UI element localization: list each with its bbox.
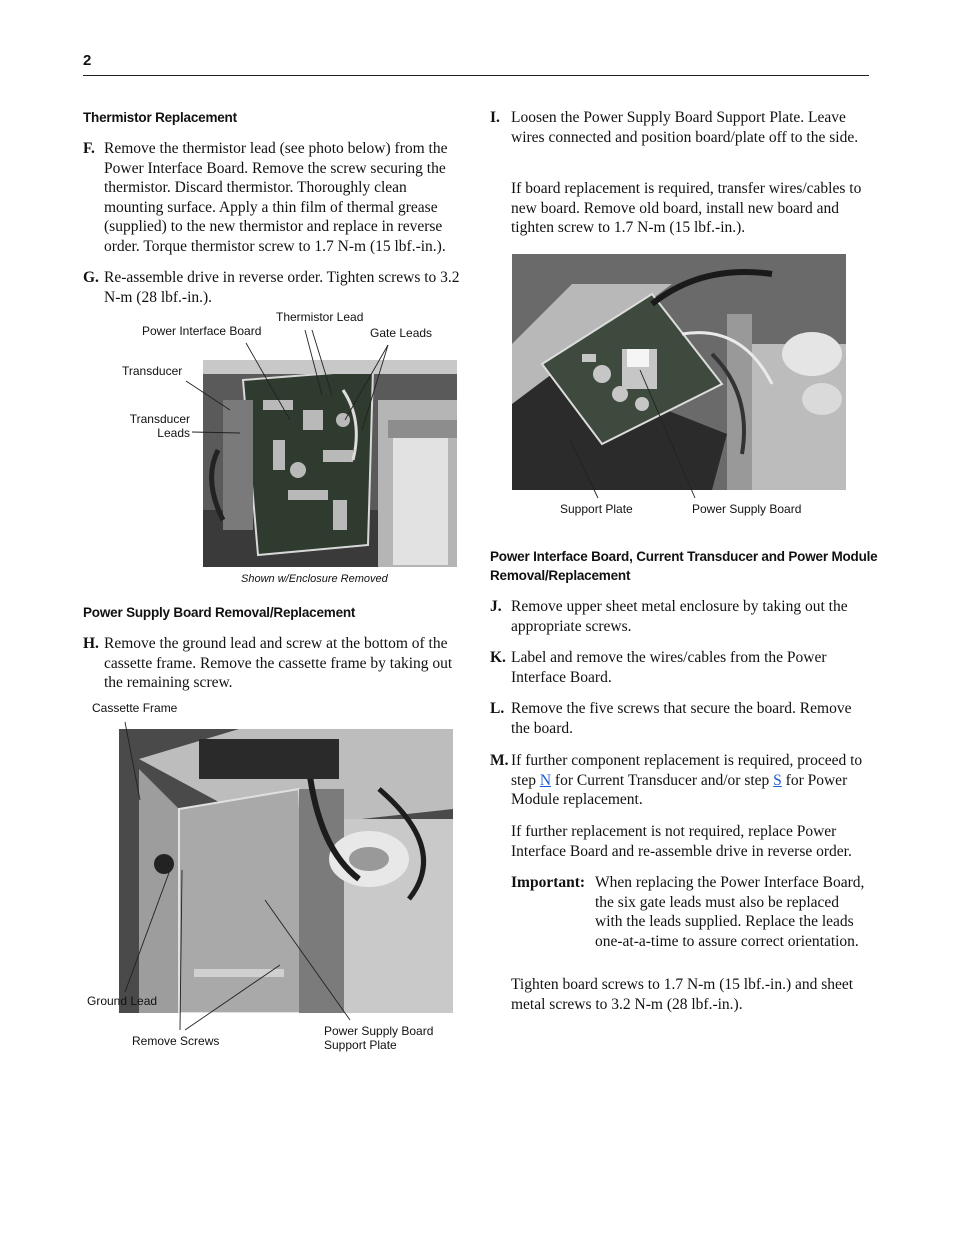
step-j-text: Remove upper sheet metal enclosure by taking out the appropriate screws. bbox=[511, 598, 848, 635]
step-h-text: Remove the ground lead and screw at the bottom of the cassette frame. Remove the cassette frame by taking out the remaining screw. bbox=[104, 635, 453, 692]
step-h bbox=[83, 634, 463, 693]
label-transducer-leads-line2: Leads bbox=[157, 426, 190, 440]
header-rule bbox=[83, 75, 869, 76]
page-number: 2 bbox=[83, 52, 92, 69]
step-k-text: Label and remove the wires/cables from the Power Interface Board. bbox=[511, 649, 827, 686]
label-psb-support-plate-line1: Power Supply Board bbox=[324, 1024, 434, 1038]
label-transducer: Transducer bbox=[122, 364, 183, 378]
step-m bbox=[490, 751, 870, 810]
power-supply-photo bbox=[512, 254, 846, 490]
label-ground-lead: Ground Lead bbox=[87, 994, 158, 1008]
step-i bbox=[490, 108, 870, 147]
step-f-text: Remove the thermistor lead (see photo below) from the Power Interface Board. Remove the screw securing the thermistor. Discard thermistor. Thoroughly clean mounting surface. Apply a thin film of thermal grease (supplied) to the new thermistor and replace in reverse order. Torque thermistor screw to 1.7 N-m (15 lbf.-in.). bbox=[104, 140, 448, 255]
pib-heading-line2: Removal/Replacement bbox=[490, 568, 631, 583]
link-step-s[interactable]: S bbox=[773, 771, 782, 789]
step-g-text: Re-assemble drive in reverse order. Tighten screws to 3.2 N-m (28 lbf.-in.). bbox=[104, 269, 460, 306]
label-gate-leads: Gate Leads bbox=[370, 326, 433, 340]
step-k-label: K. bbox=[490, 649, 506, 666]
step-l-label: L. bbox=[490, 700, 505, 717]
step-g bbox=[83, 268, 463, 307]
step-j-label: J. bbox=[490, 598, 502, 615]
label-transducer-leads bbox=[120, 412, 190, 440]
important-text: When replacing the Power Interface Board, the six gate leads must also be replaced with the leads supplied. Replace the leads one-at-a-time to assure correct orientation. bbox=[595, 874, 865, 950]
link-step-n[interactable]: N bbox=[539, 771, 552, 789]
label-power-supply-board: Power Supply Board bbox=[692, 502, 802, 516]
step-l bbox=[490, 699, 870, 738]
step-m-label: M. bbox=[490, 752, 509, 769]
step-l-text: Remove the five screws that secure the board. Remove the board. bbox=[511, 700, 852, 737]
important-label: Important: bbox=[511, 874, 586, 891]
label-power-interface-board: Power Interface Board bbox=[142, 324, 262, 338]
pib-heading-line1: Power Interface Board, Current Transducer and Power Module bbox=[490, 549, 878, 564]
para-no-further-replacement: If further replacement is not required, replace Power Interface Board and re-assemble drive in reverse order. bbox=[511, 823, 852, 860]
step-i-label: I. bbox=[490, 109, 500, 126]
para-tighten-screws: Tighten board screws to 1.7 N-m (15 lbf.-in.) and sheet metal screws to 3.2 N-m (28 lbf.-in.). bbox=[511, 976, 854, 1013]
label-psb-support-plate-line2: Support Plate bbox=[324, 1038, 397, 1052]
thermistor-heading: Thermistor Replacement bbox=[83, 110, 237, 125]
step-m-text-a: If further component replacement is required, proceed to step bbox=[511, 752, 863, 789]
label-cassette-frame: Cassette Frame bbox=[92, 701, 178, 715]
para-board-replacement: If board replacement is required, transfer wires/cables to new board. Remove old board, install new board and tighten screw to 1.7 N-m (15 lbf.-in.). bbox=[511, 180, 862, 237]
step-g-label: G. bbox=[83, 269, 99, 286]
psu-heading: Power Supply Board Removal/Replacement bbox=[83, 605, 356, 620]
step-h-label: H. bbox=[83, 635, 99, 652]
label-transducer-leads-line1: Transducer bbox=[129, 412, 190, 426]
step-k bbox=[490, 648, 870, 687]
step-i-text: Loosen the Power Supply Board Support Plate. Leave wires connected and position board/plate off to the side. bbox=[511, 109, 859, 146]
step-m-text-c: for Power Module replacement. bbox=[511, 771, 848, 809]
thermistor-photo bbox=[203, 360, 457, 567]
pib-heading bbox=[490, 547, 880, 585]
step-j bbox=[490, 597, 870, 636]
label-remove-screws: Remove Screws bbox=[132, 1034, 220, 1048]
step-f bbox=[83, 139, 463, 257]
cassette-photo bbox=[119, 729, 453, 1013]
label-psb-support-plate bbox=[324, 1024, 433, 1052]
label-support-plate: Support Plate bbox=[560, 502, 633, 516]
label-thermistor-lead: Thermistor Lead bbox=[276, 310, 364, 324]
step-m-text bbox=[490, 751, 870, 810]
step-f-label: F. bbox=[83, 140, 95, 157]
step-m-text-b: for Current Transducer and/or step bbox=[551, 771, 774, 789]
photo1-caption: Shown w/Enclosure Removed bbox=[241, 573, 388, 585]
